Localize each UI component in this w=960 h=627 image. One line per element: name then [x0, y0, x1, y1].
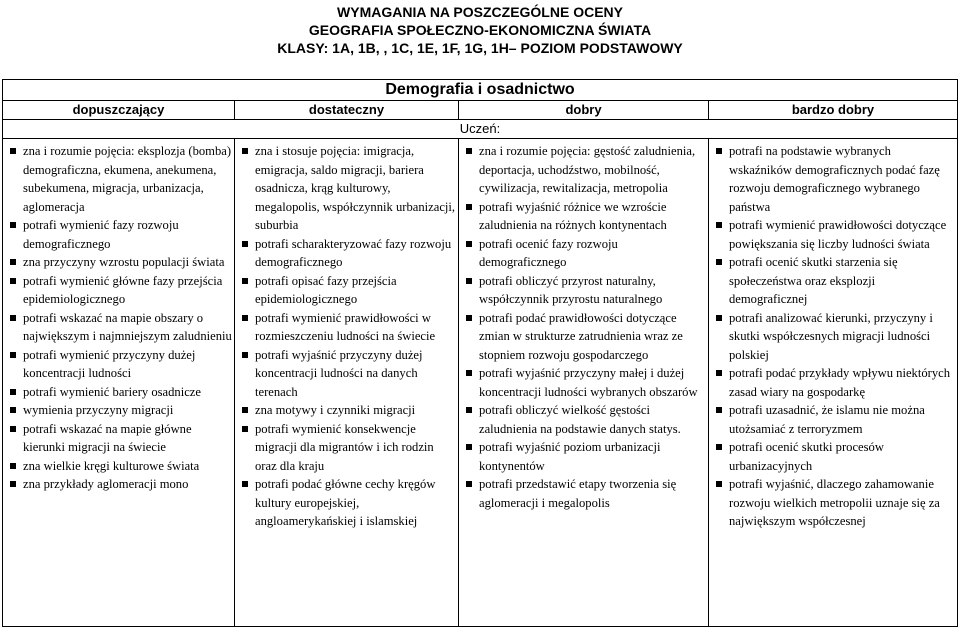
- requirement-item: potrafi wymienić przyczyny dużej koncentracji ludności: [23, 346, 232, 383]
- requirement-item: potrafi ocenić fazy rozwoju demograficznego: [479, 235, 706, 272]
- requirement-item: potrafi wymienić prawidłowości dotyczące powiększania się liczby ludności świata: [729, 216, 955, 253]
- requirement-item: zna i rozumie pojęcia: gęstość zaludnienia, deportacja, uchodźstwo, mobilność, cywilizacja, rewitalizacja, metropolia: [479, 142, 706, 198]
- grade-column-bardzo-dobry: [709, 139, 958, 627]
- level-header: dopuszczający: [3, 101, 235, 120]
- requirement-item: potrafi analizować kierunki, przyczyny i skutki współczesnych migracji ludności polskiej: [729, 309, 955, 365]
- level-header: dobry: [459, 101, 709, 120]
- requirement-item: potrafi scharakteryzować fazy rozwoju demograficznego: [255, 235, 456, 272]
- requirement-item: zna motywy i czynniki migracji: [255, 401, 456, 420]
- section-title: Demografia i osadnictwo: [3, 80, 958, 101]
- grade-column-dopuszczajacy: [3, 139, 235, 627]
- requirement-item: potrafi obliczyć przyrost naturalny, współczynnik przyrostu naturalnego: [479, 272, 706, 309]
- requirement-item: zna przykłady aglomeracji mono: [23, 475, 232, 494]
- requirement-item: potrafi wymienić konsekwencje migracji dla migrantów i ich rodzin oraz dla kraju: [255, 420, 456, 476]
- requirement-item: zna przyczyny wzrostu populacji świata: [23, 253, 232, 272]
- requirements-table: [2, 79, 958, 627]
- requirement-item: potrafi wyjaśnić poziom urbanizacji kontynentów: [479, 438, 706, 475]
- requirement-item: potrafi opisać fazy przejścia epidemiologicznego: [255, 272, 456, 309]
- requirement-item: zna i stosuje pojęcia: imigracja, emigracja, saldo migracji, bariera osadnicza, krąg kulturowy, megalopolis, współczynnik urbanizacji, suburbia: [255, 142, 456, 235]
- requirement-item: zna i rozumie pojęcia: eksplozja (bomba) demograficzna, ekumena, anekumena, subekumena, migracja, urbanizacja, aglomeracja: [23, 142, 232, 216]
- requirement-item: potrafi wymienić bariery osadnicze: [23, 383, 232, 402]
- level-header: dostateczny: [235, 101, 459, 120]
- requirement-item: potrafi uzasadnić, że islamu nie można utożsamiać z terroryzmem: [729, 401, 955, 438]
- requirement-item: potrafi ocenić skutki procesów urbanizacyjnych: [729, 438, 955, 475]
- requirement-item: potrafi przedstawić etapy tworzenia się aglomeracji i megalopolis: [479, 475, 706, 512]
- requirement-item: potrafi wskazać na mapie główne kierunki migracji na świecie: [23, 420, 232, 457]
- requirement-item: potrafi na podstawie wybranych wskaźników demograficznych podać fazę rozwoju demograficznego wybranego państwa: [729, 142, 955, 216]
- requirement-item: potrafi wyjaśnić różnice we wzroście zaludnienia na różnych kontynentach: [479, 198, 706, 235]
- requirement-item: potrafi wyjaśnić, dlaczego zahamowanie rozwoju wielkich metropolii uznaje się za największym współczesnej: [729, 475, 955, 531]
- grade-column-dobry: [459, 139, 709, 627]
- requirement-item: potrafi obliczyć wielkość gęstości zaludnienia na podstawie danych statys.: [479, 401, 706, 438]
- requirement-item: potrafi wymienić fazy rozwoju demograficznego: [23, 216, 232, 253]
- doc-subtitle: GEOGRAFIA SPOŁECZNO-EKONOMICZNA ŚWIATA: [308, 22, 652, 38]
- requirement-item: potrafi wymienić prawidłowości w rozmieszczeniu ludności na świecie: [255, 309, 456, 346]
- requirement-item: potrafi wyjaśnić przyczyny dużej koncentracji ludności na danych terenach: [255, 346, 456, 402]
- level-header: bardzo dobry: [709, 101, 958, 120]
- student-label: Uczeń:: [3, 120, 958, 139]
- requirement-item: potrafi ocenić skutki starzenia się społeczeństwa oraz eksplozji demograficznej: [729, 253, 955, 309]
- doc-title: WYMAGANIA NA POSZCZEGÓLNE OCENY: [337, 4, 623, 20]
- requirement-item: wymienia przyczyny migracji: [23, 401, 232, 420]
- class-list: KLASY: 1A, 1B, , 1C, 1E, 1F, 1G, 1H– POZIOM PODSTAWOWY: [277, 40, 683, 56]
- requirement-item: potrafi podać przykłady wpływu niektórych zasad wiary na gospodarkę: [729, 364, 955, 401]
- requirement-item: potrafi wymienić główne fazy przejścia epidemiologicznego: [23, 272, 232, 309]
- requirement-item: potrafi wskazać na mapie obszary o największym i najmniejszym zaludnieniu: [23, 309, 232, 346]
- requirement-item: potrafi podać główne cechy kręgów kultury europejskiej, angloamerykańskiej i islamskiej: [255, 475, 456, 531]
- requirement-item: potrafi podać prawidłowości dotyczące zmian w strukturze zatrudnienia wraz ze stopniem rozwoju gospodarczego: [479, 309, 706, 365]
- requirement-item: potrafi wyjaśnić przyczyny małej i dużej koncentracji ludności wybranych obszarów: [479, 364, 706, 401]
- grade-column-dostateczny: [235, 139, 459, 627]
- requirement-item: zna wielkie kręgi kulturowe świata: [23, 457, 232, 476]
